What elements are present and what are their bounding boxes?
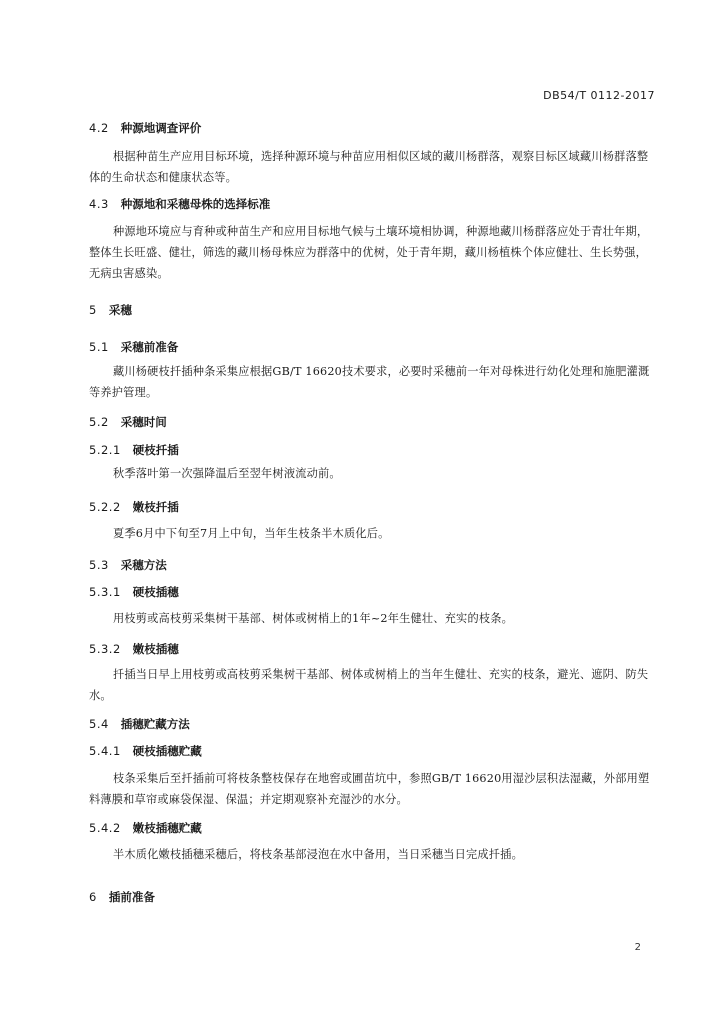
heading-number: 5.2.1 [89,443,121,457]
paragraph-5-3-2: 扦插当日早上用枝剪或高枝剪采集树干基部、树体或树梢上的当年生健壮、充实的枝条，避光、遮阴、防失水。 [89,668,649,702]
paragraph-4-3: 种源地环境应与育种或种苗生产和应用目标地气候与土壤环境相协调，种源地藏川杨群落应处于青壮年期，整体生长旺盛、健壮，筛选的藏川杨母株应为群落中的优树，处于青年期，藏川杨植株个体应健壮、生长势强，无病虫害感染。 [89,225,649,280]
heading-title: 采穗前准备 [120,340,179,354]
heading-4-3 [89,196,270,212]
heading-title: 硬枝扦插 [132,443,179,457]
heading-title: 嫩枝扦插 [132,500,179,514]
heading-number: 5.2.2 [89,500,121,514]
heading-5-2 [89,414,167,430]
heading-title: 种源地调查评价 [120,121,202,135]
heading-number: 5.3.1 [89,585,121,599]
heading-4-2 [89,120,201,136]
heading-5-3-1 [89,584,179,600]
paragraph-5-2-2: 夏季6月中下旬至7月上中旬，当年生枝条半木质化后。 [113,527,390,540]
heading-5-3 [89,557,167,573]
heading-5-4-1 [89,743,202,759]
paragraph-5-2-1: 秋季落叶第一次强降温后至翌年树液流动前。 [113,467,341,480]
paragraph-4-2: 根据种苗生产应用目标环境，选择种源环境与种苗应用相似区域的藏川杨群落，观察目标区域藏川杨群落整体的生命状态和健康状态等。 [89,150,649,184]
heading-title: 插前准备 [108,890,155,904]
paragraph-5-4-2: 半木质化嫩枝插穗采穗后，将枝条基部浸泡在水中备用，当日采穗当日完成扦插。 [113,848,523,861]
paragraph-5-3-1: 用枝剪或高枝剪采集树干基部、树体或树梢上的1年~2年生健壮、充实的枝条。 [113,612,513,625]
heading-number: 5.2 [89,415,109,429]
heading-number: 5.3.2 [89,642,121,656]
heading-number: 5.3 [89,558,109,572]
heading-number: 4.2 [89,121,109,135]
heading-number: 5.4 [89,717,109,731]
heading-5-3-2 [89,641,179,657]
heading-5-4-2 [89,820,202,836]
heading-6 [89,889,155,905]
heading-title: 硬枝插穗 [132,585,179,599]
heading-title: 嫩枝插穗 [132,642,179,656]
heading-5-2-1 [89,442,179,458]
heading-number: 5.4.2 [89,821,121,835]
heading-number: 6 [89,890,97,904]
heading-number: 5.1 [89,340,109,354]
heading-number: 4.3 [89,197,109,211]
heading-title: 采穗方法 [120,558,167,572]
heading-title: 种源地和采穗母株的选择标准 [120,197,271,211]
paragraph-5-4-1: 枝条采集后至扦插前可将枝条整枝保存在地窖或圃苗坑中，参照GB/T 16620用湿沙层积法湿藏，外部用塑料薄膜和草帘或麻袋保湿、保温；并定期观察补充湿沙的水分。 [89,772,650,806]
heading-title: 采穗 [108,303,132,317]
heading-title: 嫩枝插穗贮藏 [132,821,202,835]
heading-5-2-2 [89,499,179,515]
page-number: 2 [634,942,641,953]
heading-title: 插穗贮藏方法 [120,717,190,731]
heading-5-1 [89,339,178,355]
heading-5 [89,302,132,318]
heading-number: 5.4.1 [89,744,121,758]
paragraph-5-1: 藏川杨硬枝扦插种条采集应根据GB/T 16620技术要求，必要时采穗前一年对母株进行幼化处理和施肥灌溉等养护管理。 [89,365,650,399]
heading-title: 采穗时间 [120,415,167,429]
heading-number: 5 [89,303,97,317]
standard-code: DB54/T 0112-2017 [543,89,655,102]
heading-5-4 [89,716,190,732]
heading-title: 硬枝插穗贮藏 [132,744,202,758]
